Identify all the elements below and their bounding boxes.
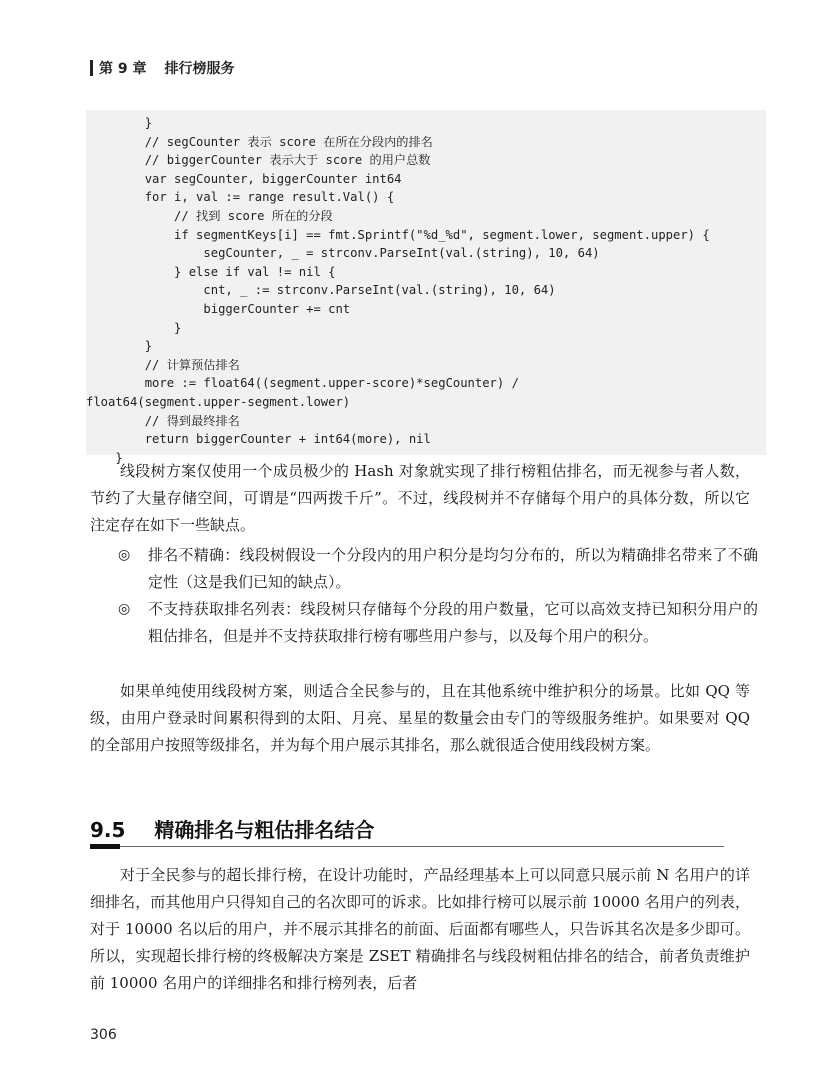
section-number: 9.5 <box>90 818 126 842</box>
code-line: // biggerCounter 表示大于 score 的用户总数 <box>86 153 431 168</box>
paragraph-3 <box>90 862 750 997</box>
code-line: // 计算预估排名 <box>86 357 240 372</box>
section-rule <box>90 846 724 847</box>
code-listing <box>86 110 766 467</box>
code-line: float64(segment.upper-segment.lower) <box>86 394 351 409</box>
code-line: } <box>86 320 182 335</box>
code-line: return biggerCounter + int64(more), nil <box>86 432 431 447</box>
bullet-item <box>118 542 758 596</box>
bullet-list <box>118 542 758 650</box>
header-bar <box>90 60 93 76</box>
chapter-label: 第 9 章 <box>99 61 147 77</box>
code-line: more := float64((segment.upper-score)*segCounter) / <box>86 376 519 391</box>
section-heading <box>90 814 374 843</box>
code-line: for i, val := range result.Val() { <box>86 190 395 205</box>
bullet-item <box>118 596 758 650</box>
running-header <box>90 58 235 78</box>
paragraph-1 <box>90 458 750 539</box>
bullet-marker: ◎ <box>118 601 131 617</box>
code-line: // segCounter 表示 score 在所在分段内的排名 <box>86 134 433 149</box>
code-line: // 得到最终排名 <box>86 413 240 428</box>
bullet-text: 排名不精确：线段树假设一个分段内的用户积分是均匀分布的，所以为精确排名带来了不确定性（这是我们已知的缺点）。 <box>148 546 758 591</box>
chapter-title: 排行榜服务 <box>164 61 235 77</box>
code-block <box>86 110 766 465</box>
bullet-text: 不支持获取排名列表：线段树只存储每个分段的用户数量，它可以高效支持已知积分用户的粗估排名，但是并不支持获取排行榜有哪些用户参与，以及每个用户的积分。 <box>148 600 758 645</box>
section-rule-accent <box>90 844 120 849</box>
code-line: // 找到 score 所在的分段 <box>86 208 333 223</box>
code-line: segCounter, _ = strconv.ParseInt(val.(string), 10, 64) <box>86 246 600 261</box>
code-line: var segCounter, biggerCounter int64 <box>86 171 402 186</box>
paragraph-text: 对于全民参与的超长排行榜，在设计功能时，产品经理基本上可以同意只展示前 N 名用户的详细排名，而其他用户只得知自己的名次即可的诉求。比如排行榜可以展示前 10000 名用户的列表，对于 10000 名以后的用户，并不展示其排名的前面、后面都有哪些人，只告诉其名次是多少即可。所以，实现超长排行榜的终极解决方案是 ZSET 精确排名与线段树粗估排名的结合，前者负责维护前 10000 名用户的详细排名和排行榜列表，后者 <box>90 866 750 992</box>
paragraph-text: 线段树方案仅使用一个成员极少的 Hash 对象就实现了排行榜粗估排名，而无视参与者人数，节约了大量存储空间，可谓是“四两拨千斤”。不过，线段树并不存储每个用户的具体分数，所以它注定存在如下一些缺点。 <box>90 462 750 534</box>
code-line: } else if val != nil { <box>86 264 336 279</box>
code-line: } <box>86 339 153 354</box>
section-title: 精确排名与粗估排名结合 <box>154 818 375 842</box>
paragraph-text: 如果单纯使用线段树方案，则适合全民参与的，且在其他系统中维护积分的场景。比如 QQ 等级，由用户登录时间累积得到的太阳、月亮、星星的数量会由专门的等级服务维护。如果要对 QQ 的全部用户按照等级排名，并为每个用户展示其排名，那么就很适合使用线段树方案。 <box>90 682 750 754</box>
paragraph-2 <box>90 678 750 759</box>
code-line: cnt, _ := strconv.ParseInt(val.(string), 10, 64) <box>86 283 556 298</box>
bullet-marker: ◎ <box>118 547 131 563</box>
code-line: biggerCounter += cnt <box>86 301 351 316</box>
code-line: } <box>86 450 123 465</box>
code-line: if segmentKeys[i] == fmt.Sprintf("%d_%d", segment.lower, segment.upper) { <box>86 227 710 242</box>
code-line: } <box>86 116 153 130</box>
page-number: 306 <box>90 1027 117 1043</box>
